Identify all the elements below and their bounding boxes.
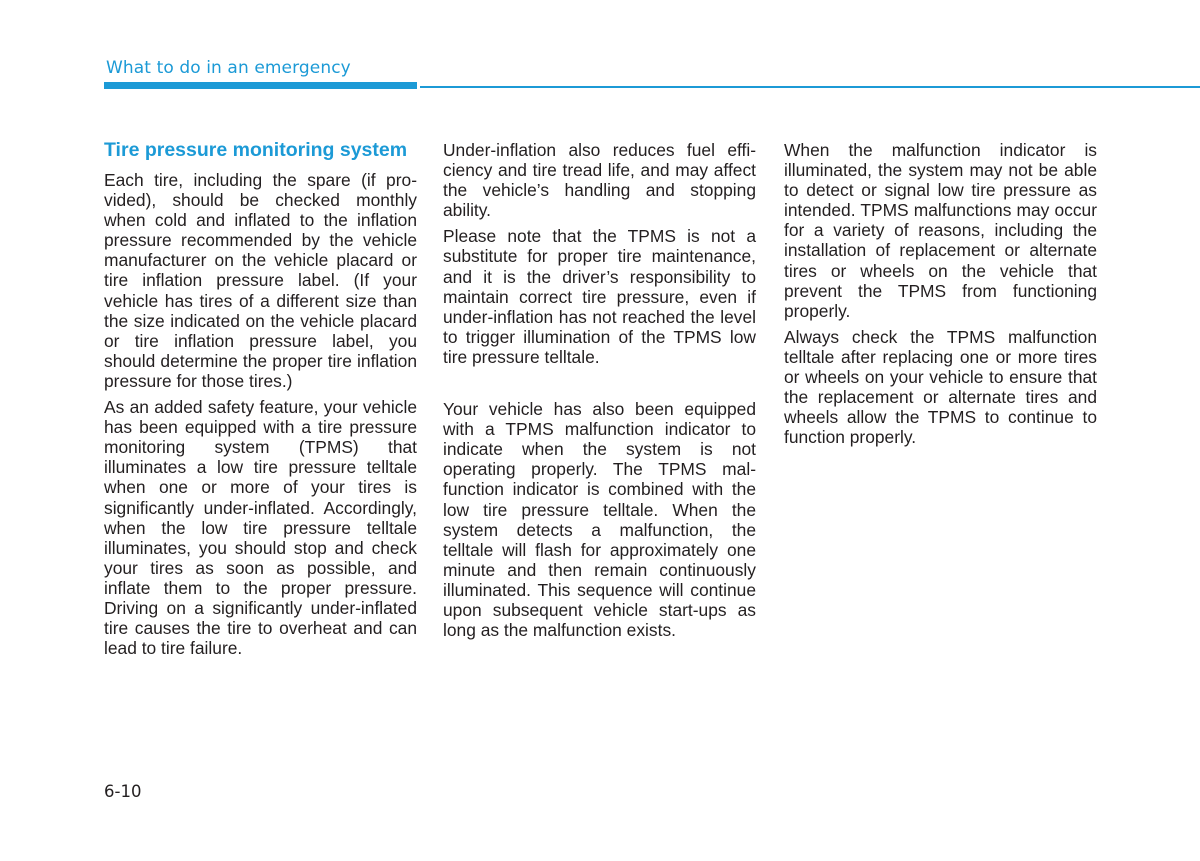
paragraph: Your vehicle has also been equipped with a TPMS malfunction indicator to indicate when the system is not operating properly. The TPMS malfunction indicator is combined with the low tire pressure telltale. When the system detects a malfunction, the telltale will flash for approximately one minute and then remain continuously illuminated. This sequence will continue upon subsequent vehicle start-ups as long as the malfunction exists.: [443, 399, 756, 641]
text-column-2: [443, 138, 756, 646]
paragraph: Under-inflation also reduces fuel efficiency and tire tread life, and may affect the vehicle’s handling and stopping ability.: [443, 140, 756, 221]
paragraph: Each tire, including the spare (if provided), should be checked monthly when cold and inflated to the inflation pressure recommended by the vehicle manufacturer on the vehicle placard or tire inflation pressure label. (If your vehicle has tires of a different size than the size indicated on the vehicle placard or tire inflation pressure label, you should determine the proper tire inflation pressure for those tires.): [104, 170, 417, 391]
paragraph: As an added safety feature, your vehicle has been equipped with a tire pressure monitoring system (TPMS) that illuminates a low tire pressure telltale when one or more of your tires is significantly under-inflated. Accordingly, when the low tire pressure telltale illuminates, you should stop and check your tires as soon as possible, and inflate them to the proper pressure. Driving on a significantly under-inflated tire causes the tire to overheat and can lead to tire failure.: [104, 397, 417, 659]
paragraph: Always check the TPMS malfunction telltale after replacing one or more tires or wheels on your vehicle to ensure that the replacement or alternate tires and wheels allow the TPMS to continue to function properly.: [784, 326, 1097, 448]
header-rule-line: [420, 86, 1200, 88]
paragraph: When the malfunction indicator is illuminated, the system may not be able to detect or signal low tire pressure as intended. TPMS malfunctions may occur for a variety of reasons, including the installation of replacement or alternate tires or wheels on the vehicle that prevent the TPMS from functioning properly.: [784, 140, 1097, 321]
text-column-1: [104, 138, 417, 664]
section-heading: Tire pressure monitoring system: [104, 139, 408, 161]
text-column-3: [784, 138, 1097, 453]
paragraph: Please note that the TPMS is not a substitute for proper tire maintenance, and it is the driver’s responsibility to maintain correct tire pressure, even if under-inflation has not reached the level to trigger illumination of the TPMS low tire pressure telltale.: [443, 226, 756, 367]
header-rule-accent: [104, 82, 417, 89]
page-number: 6-10: [104, 782, 142, 801]
section-header-title: What to do in an emergency: [106, 58, 351, 78]
